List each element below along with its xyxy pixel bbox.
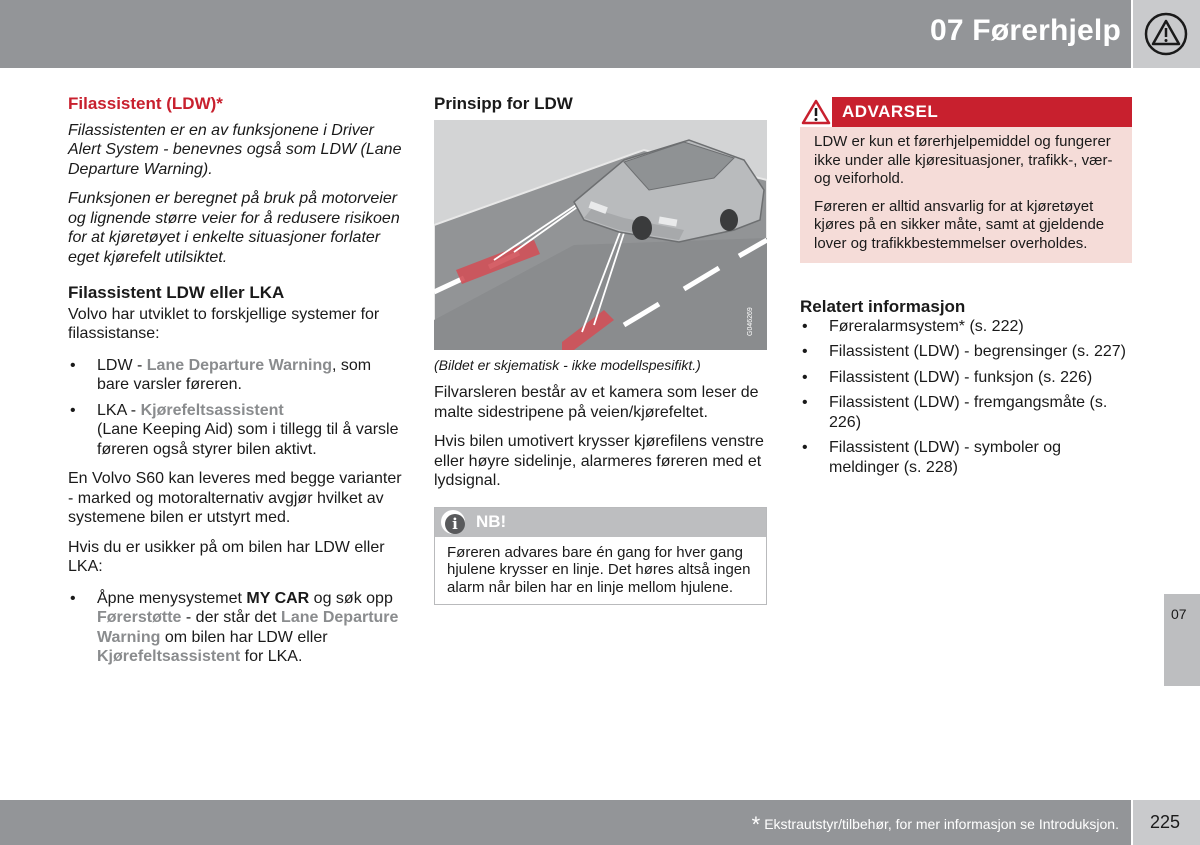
intro-paragraph-1: Filassistenten er en av funksjonene i Driver Alert System - benevnes også som LDW (Lane Departure Warning). [68,121,402,178]
text: om bilen har LDW eller [160,628,328,646]
footnote-text: Ekstrautstyr/tilbehør, for mer informasjon se Introduksjon. [764,816,1119,832]
term-lane-departure-warning: Lane Departure Warning [146,356,332,374]
chapter-title: 07 Førerhjelp [930,14,1121,47]
chapter-side-tab [1164,594,1200,686]
warning-body [800,127,1132,263]
footnote-star: * [751,812,761,837]
related-info [800,297,1132,477]
term-kjorefeltsassistent: Kjørefeltsassistent [140,401,284,419]
page-header [0,0,1131,68]
column-2 [434,94,767,605]
section-heading: Prinsipp for LDW [434,94,573,113]
instructions-list [68,589,403,667]
term-kjorefeltsassistent: Kjørefeltsassistent [97,648,241,665]
figure-caption: (Bildet er skjematisk - ikke modellspesifikt.) [434,356,701,373]
footnote [752,812,1119,838]
list-item-prefix: LKA - [97,401,141,419]
intro-paragraph-2: Funksjonen er beregnet på bruk på motorveier og lignende større veier for å redusere risikoen for at kjøretøyet i enkelte situasjoner forlater eget kjørefelt utilsiktet. [68,190,400,266]
warning-header [800,97,1132,127]
ldw-illustration [434,120,767,350]
text: - der står det [181,609,282,626]
info-icon: i [441,510,465,534]
related-heading: Relatert informasjon [800,297,966,316]
list-item-text: (Lane Keeping Aid) som i tillegg til å varsle føreren også styrer bilen aktivt. [97,421,399,458]
list-item [68,356,403,395]
list-item-text: , som bare varsler føreren. [97,356,372,393]
list-item [68,589,403,667]
subheading-ldw-lka: Filassistent LDW eller LKA [68,283,285,302]
chapter-icon-box [1133,0,1200,68]
figure-code: G046269 [747,306,754,336]
nb-header [435,508,766,537]
warning-paragraph-2: Føreren er alltid ansvarlig for at kjøretøyet kjøres på en sikker måte, samt at gjeldende lover og trafikkbestemmelser overholdes. [814,197,1105,252]
paragraph-systems: Volvo har utviklet to forskjellige systemer for filassistanse: [68,305,380,342]
chapter-number: 07 [1171,606,1187,622]
warning-triangle-icon [1144,12,1188,56]
related-link[interactable]: • Filassistent (LDW) - begrensinger (s. 227) [800,342,1132,362]
nb-note-box [434,507,767,606]
paragraph-camera: Filvarsleren består av et kamera som leser de malte sidestripene på veien/kjørefeltet. [434,384,759,421]
nb-text: Føreren advares bare én gang for hver gang hjulene krysser en linje. Det høres altså ingen alarm når bilen har en linje mellom hjulene. [447,543,751,596]
related-link[interactable]: • Filassistent (LDW) - fremgangsmåte (s. 226) [800,393,1132,432]
term-forerstotte: Førerstøtte [97,609,182,626]
paragraph-unsure: Hvis du er usikker på om bilen har LDW eller LKA: [68,538,385,575]
column-1 [68,94,403,677]
menu-my-car: MY CAR [246,589,310,607]
warning-paragraph-1: LDW er kun et førerhjelpemiddel og fungerer ikke under alle kjøresituasjoner, trafikk-, vær- og veiforhold. [814,133,1113,187]
term-lane-departure-warning: Lane Departure Warning [97,609,399,646]
related-link[interactable]: • Filassistent (LDW) - funksjon (s. 226) [800,368,1132,388]
section-heading: Filassistent (LDW)* [68,94,223,113]
page-number-box [1133,800,1200,845]
systems-list [68,356,403,460]
text: Åpne menysystemet [97,589,247,607]
paragraph-alarm: Hvis bilen umotivert krysser kjørefilens venstre eller høyre sidelinje, alarmeres føreren med et lydsignal. [434,433,764,489]
page-number: 225 [1150,812,1181,832]
text: og søk opp [309,589,393,607]
related-list [800,317,1132,478]
warning-box [800,97,1132,263]
column-3 [800,97,1132,487]
related-link[interactable]: • Filassistent (LDW) - symboler og meldinger (s. 228) [800,438,1132,477]
warning-triangle-icon [800,97,832,127]
text: for LKA. [240,648,303,665]
list-item [68,401,403,460]
nb-title: NB! [476,511,507,531]
list-item-prefix: LDW - [97,356,147,374]
page-footer [0,800,1131,845]
related-link[interactable]: • Føreralarmsystem* (s. 222) [800,317,1132,337]
warning-title: ADVARSEL [842,102,939,121]
paragraph-s60: En Volvo S60 kan leveres med begge varianter - marked og motoralternativ avgjør hvilket av systemene bilen er utstyrt med. [68,470,402,526]
